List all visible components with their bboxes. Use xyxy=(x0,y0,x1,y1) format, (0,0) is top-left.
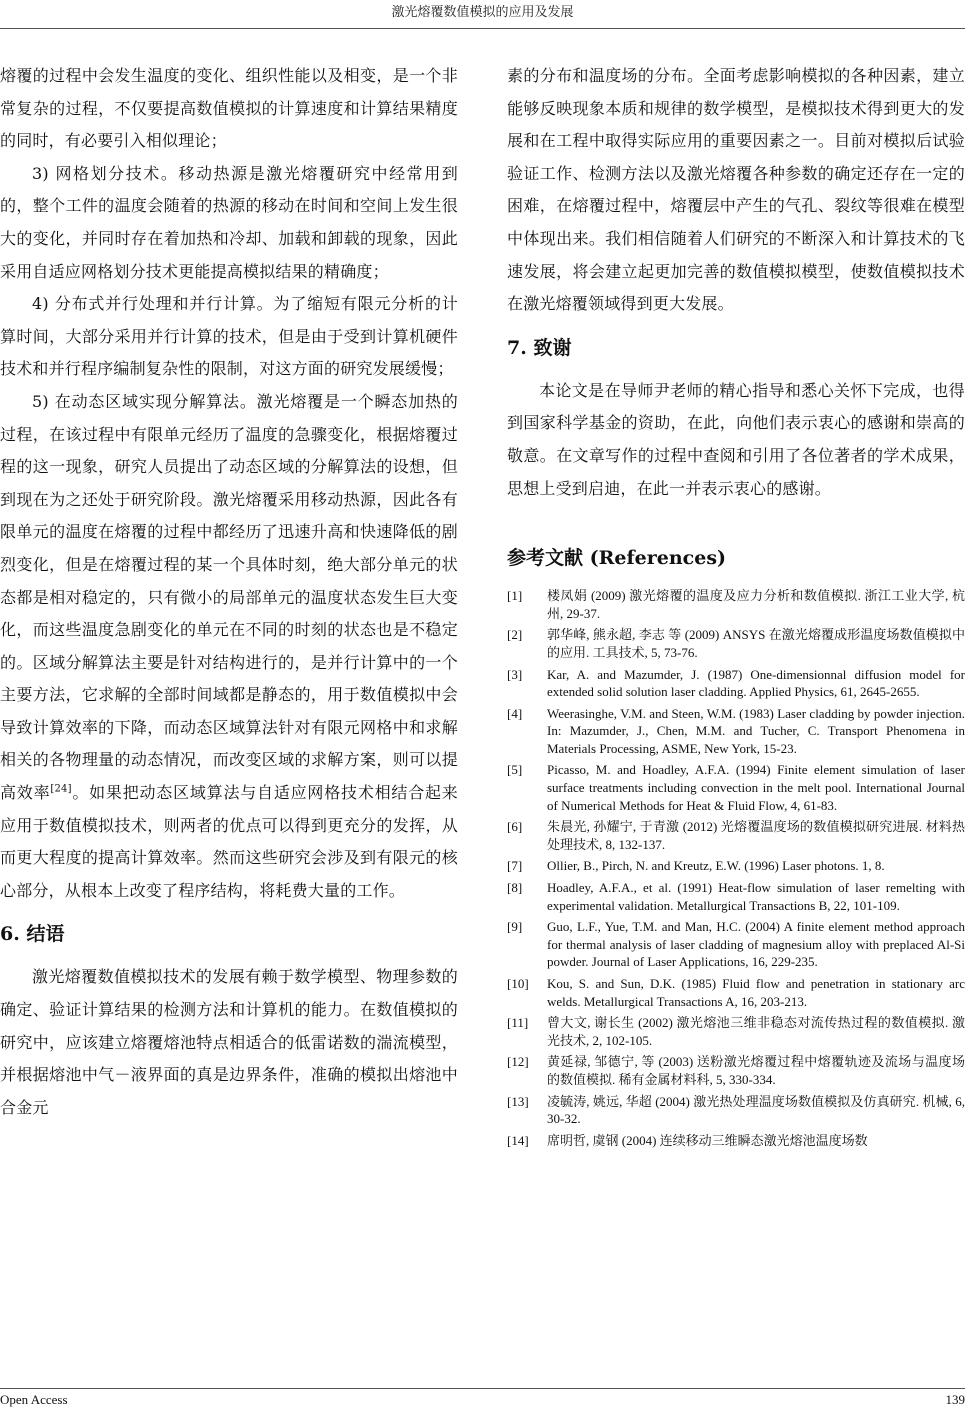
reference-text: Kou, S. and Sun, D.K. (1985) Fluid flow and penetration in stationary arc welds. Metallurgical Transactions A, 16, 203-213. xyxy=(547,976,965,1009)
reference-number: [3] xyxy=(507,666,523,682)
paragraph-text: 5) 在动态区域实现分解算法。激光熔覆是一个瞬态加热的过程，在该过程中有限单元经历了温度的急骤变化，根据熔覆过程的这一现象，研究人员提出了动态区域的分解算法的设想，但到现在为之还处于研究阶段。激光熔覆采用移动热源，因此各有限单元的温度在熔覆的过程中都经历了迅速升高和快速降低的剧烈变化，但是在熔覆过程的某一个具体时刻，绝大部分单元的状态都是相对稳定的，只有微小的局部单元的温度状态发生巨大变化，而这些温度急剧变化的单元在不同的时刻的状态也是不稳定的。区域分解算法主要是针对结构进行的，是并行计算中的一个主要方法，它求解的全部时间域都是静态的，用于数值模拟中会导致计算效率的下降，而动态区域算法针对有限元网格中和求解相关的各物理量的动态情况，而改变区域的求解方案，则可以提高效率 xyxy=(0,391,458,803)
reference-item xyxy=(507,1014,965,1049)
paragraph: 本论文是在导师尹老师的精心指导和悉心关怀下完成，也得到国家科学基金的资助，在此，向他们表示衷心的感谢和崇高的敬意。在文章写作的过程中查阅和引用了各位著者的学术成果，思想上受到启迪，在此一并表示衷心的感谢。 xyxy=(507,380,965,498)
reference-item xyxy=(507,761,965,814)
footer-rule xyxy=(0,1388,965,1389)
references-heading: 参考文献 (References) xyxy=(507,547,727,570)
reference-number: [4] xyxy=(507,705,523,721)
running-header: 激光熔覆数值模拟的应用及发展 xyxy=(391,5,574,20)
reference-number: [11] xyxy=(507,1015,529,1031)
reference-item xyxy=(507,818,965,853)
reference-text: 楼凤娟 (2009) 激光熔覆的温度及应力分析和数值模拟. 浙江工业大学, 杭州, 29-37. xyxy=(547,588,965,621)
reference-item xyxy=(507,857,965,875)
reference-text: 朱晨光, 孙耀宁, 于青激 (2012) 光熔覆温度场的数值模拟研究进展. 材料热处理技术, 8, 132-137. xyxy=(547,819,965,852)
reference-number: [7] xyxy=(507,858,523,874)
section-heading-acknowledgement: 7. 致谢 xyxy=(507,336,572,359)
right-column xyxy=(507,60,965,1153)
reference-item xyxy=(507,705,965,758)
footer-open-access: Open Access xyxy=(0,1392,68,1407)
reference-text: 凌毓涛, 姚远, 华超 (2004) 激光热处理温度场数值模拟及仿真研究. 机械, 6, 30-32. xyxy=(547,1093,965,1127)
paragraph: 激光熔覆数值模拟技术的发展有赖于数学模型、物理参数的确定、验证计算结果的检测方法和计算机的能力。在数值模拟的研究中，应该建立熔覆熔池特点相适合的低雷诺数的湍流模型，并根据熔池中气－液界面的真是边界条件，准确的模拟出熔池中合金元 xyxy=(0,967,458,1117)
reference-number: [12] xyxy=(507,1054,529,1070)
reference-text: 席明哲, 虞钢 (2004) 连续移动三维瞬态激光熔池温度场数 xyxy=(547,1132,868,1148)
reference-text: Kar, A. and Mazumder, J. (1987) One-dimensionnal diffusion model for extended solid solution laser cladding. Applied Physics, 61, 2645-2655. xyxy=(547,666,965,700)
reference-text: 郭华峰, 熊永超, 李志 等 (2009) ANSYS 在激光熔覆成形温度场数值模拟中的应用. 工具技术, 5, 73-76. xyxy=(547,627,965,660)
reference-item xyxy=(507,975,965,1010)
reference-item xyxy=(507,879,965,914)
reference-item xyxy=(507,918,965,971)
reference-text: Picasso, M. and Hoadley, A.F.A. (1994) Finite element simulation of laser surface treatments including convection in the melt pool. International Journal of Numerical Methods for Heat & Fluid Flow, 4, 61-83. xyxy=(547,762,965,813)
paragraph: 3) 网格划分技术。移动热源是激光熔覆研究中经常用到的，整个工件的温度会随着的热源的移动在时间和空间上发生很大的变化，并同时存在着加热和冷却、加载和卸载的现象，因此采用自适应网格划分技术更能提高模拟结果的精确度； xyxy=(0,163,458,281)
paragraph-text: 。如果把动态区域算法与自适应网格技术相结合起来应用于数值模拟技术，则两者的优点可以得到更充分的发挥，从而更大程度的提高计算效率。然而这些研究会涉及到有限元的核心部分，从根本上改变了程序结构，将耗费大量的工作。 xyxy=(0,783,458,900)
reference-item xyxy=(507,587,965,622)
reference-text: 曾大文, 谢长生 (2002) 激光熔池三维非稳态对流传热过程的数值模拟. 激光技术, 2, 102-105. xyxy=(547,1015,965,1048)
paragraph: 4) 分布式并行处理和并行计算。为了缩短有限元分析的计算时间，大部分采用并行计算的技术，但是由于受到计算机硬件技术和并行程序编制复杂性的限制，对这方面的研究发展缓慢； xyxy=(0,294,458,379)
left-column xyxy=(0,60,458,1124)
reference-item xyxy=(507,1132,965,1150)
page-number: 139 xyxy=(945,1392,965,1407)
reference-text: Ollier, B., Pirch, N. and Kreutz, E.W. (1996) Laser photons. 1, 8. xyxy=(547,858,885,874)
paragraph: 熔覆的过程中会发生温度的变化、组织性能以及相变，是一个非常复杂的过程，不仅要提高数值模拟的计算速度和计算结果精度的同时，有必要引入相似理论； xyxy=(0,66,458,151)
reference-number: [9] xyxy=(507,919,523,935)
reference-item xyxy=(507,626,965,661)
reference-text: Weerasinghe, V.M. and Steen, W.M. (1983) Laser cladding by powder injection. In: Mazumder, J., Chen, M.M. and Tucher, C. Transport Phenomena in Materials Processing, ASME, New York, 15-23. xyxy=(547,705,965,756)
reference-number: [8] xyxy=(507,880,523,896)
reference-item xyxy=(507,1053,965,1088)
reference-item xyxy=(507,666,965,701)
reference-number: [6] xyxy=(507,819,523,835)
header-rule xyxy=(0,28,965,29)
reference-list xyxy=(507,587,965,1149)
reference-text: 黄延禄, 邹德宁, 等 (2003) 送粉激光熔覆过程中熔覆轨迹及流场与温度场的数值模拟. 稀有金属材料科, 5, 330-334. xyxy=(547,1054,965,1087)
reference-number: [14] xyxy=(507,1132,529,1148)
reference-number: [2] xyxy=(507,627,523,643)
citation: [24] xyxy=(50,783,72,795)
reference-number: [10] xyxy=(507,976,529,991)
section-heading-conclusion: 6. 结语 xyxy=(0,923,65,946)
reference-number: [13] xyxy=(507,1093,529,1109)
reference-number: [1] xyxy=(507,588,523,604)
reference-text: Hoadley, A.F.A., et al. (1991) Heat-flow simulation of laser remelting with experimental validation. Metallurgical Transactions B, 22, 101-109. xyxy=(547,880,965,913)
paragraph: 素的分布和温度场的分布。全面考虑影响模拟的各种因素，建立能够反映现象本质和规律的数学模型，是模拟技术得到更大的发展和在工程中取得实际应用的重要因素之一。目前对模拟后试验验证工作、检测方法以及激光熔覆各种参数的确定还存在一定的困难，在熔覆过程中，熔覆层中产生的气孔、裂纹等很难在模型中体现出来。我们相信随着人们研究的不断深入和计算技术的飞速发展，将会建立起更加完善的数值模拟模型，使数值模拟技术在激光熔覆领域得到更大发展。 xyxy=(507,66,965,314)
reference-item xyxy=(507,1093,965,1128)
reference-text: Guo, L.F., Yue, T.M. and Man, H.C. (2004) A finite element method approach for thermal analysis of laser cladding of magnesium alloy with preplaced Al-Si powder. Journal of Laser Applications, 16, 229-235. xyxy=(547,919,965,970)
reference-number: [5] xyxy=(507,762,523,778)
paragraph xyxy=(0,386,458,908)
